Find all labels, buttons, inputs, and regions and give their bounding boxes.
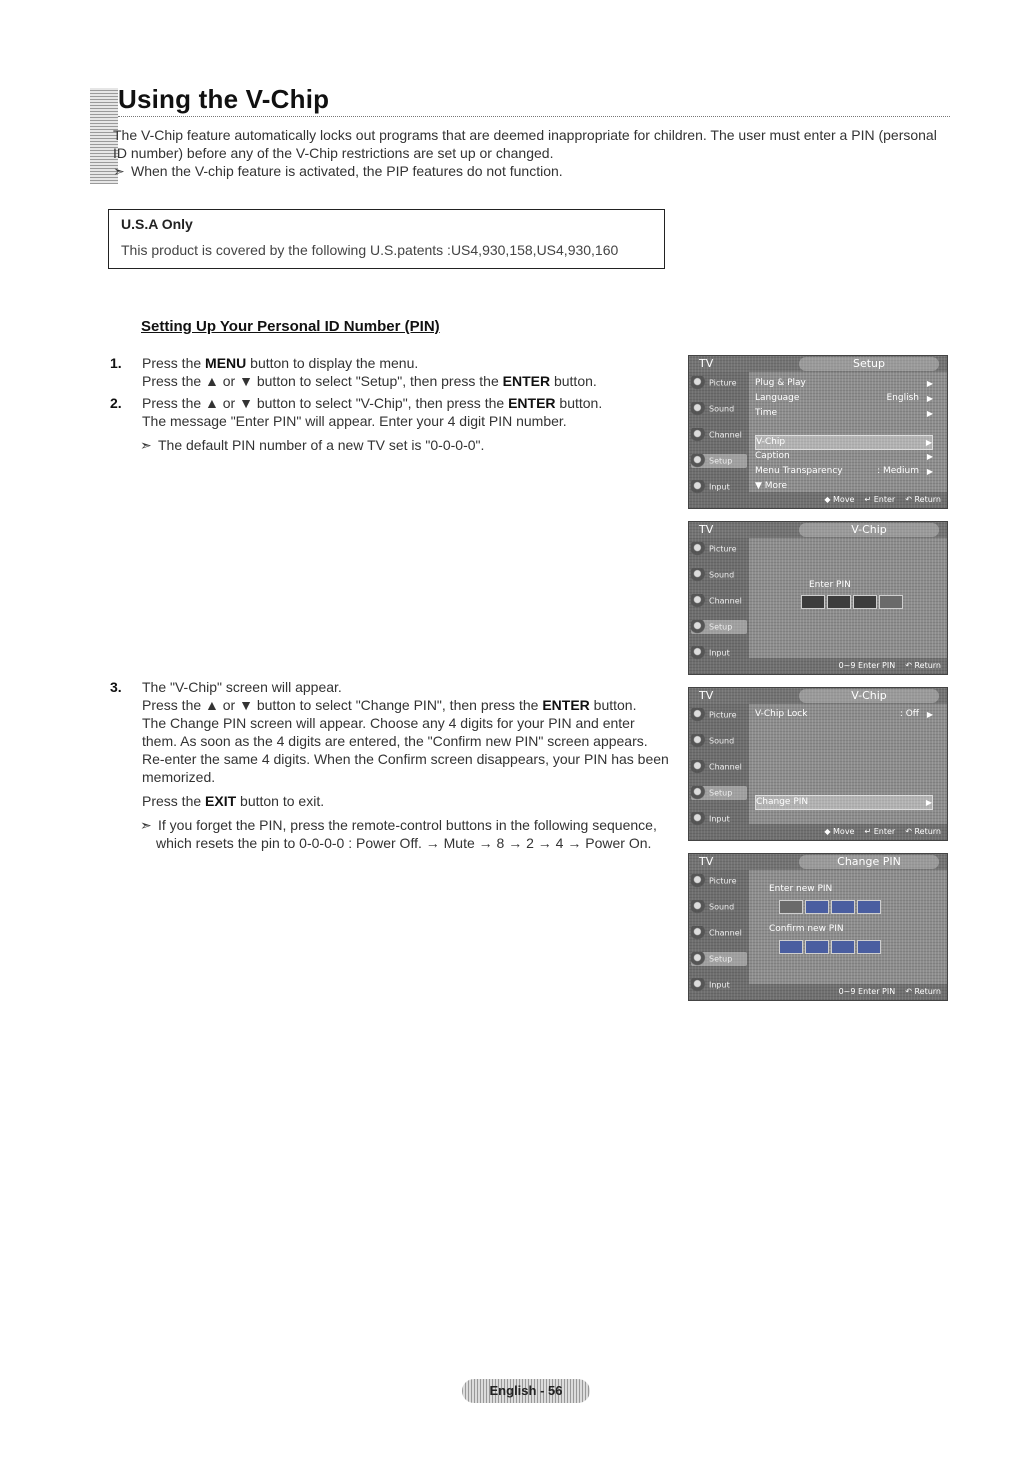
note-arrow-icon: ➣: [140, 437, 152, 453]
step-3-note: ➣ If you forget the PIN, press the remote-control buttons in the following sequence, which resets the pin to 0-0-0-0 : Power Off. → Mute → 8 → 2 → 4 → Power On.: [140, 817, 657, 851]
steps-3: [110, 678, 670, 856]
tv-sidebar-item-picture: Picture: [691, 376, 737, 390]
confirm-new-pin-label: Confirm new PIN: [769, 924, 844, 934]
step-3-line-3: The Change PIN screen will appear. Choose any 4 digits for your PIN and enter them. As soon as the 4 digits are entered, the "Confirm new PIN" screen appears. Re-enter the same 4 digits. When the Confirm screen disappears, your PIN has been memorized.: [142, 715, 669, 785]
tv-sidebar: [689, 372, 749, 508]
tv-footer: 0~9 Enter PIN ↶ Return: [749, 984, 947, 1000]
section-heading: Setting Up Your Personal ID Number (PIN): [141, 318, 440, 335]
channel-icon: [691, 594, 707, 608]
tv-header: [689, 522, 947, 538]
tv-sidebar: [689, 538, 749, 674]
sound-icon: [691, 900, 707, 914]
tv-sidebar-item-picture: Picture: [691, 542, 737, 556]
tv-sidebar-item-input: Input: [691, 978, 730, 992]
pin-digit-box: [857, 940, 881, 954]
tv-sidebar-item-setup: Setup: [691, 786, 747, 800]
tv-footer: ◆ Move ↵ Enter ↶ Return: [749, 824, 947, 840]
tv-sidebar-item-sound: Sound: [691, 402, 734, 416]
tv-screen-vchip: [688, 687, 948, 841]
tv-label: TV: [699, 855, 714, 868]
tv-menu-row-selected: V-Chip ▶: [755, 435, 933, 450]
step-3-line-4: Press the EXIT button to exit.: [142, 793, 325, 809]
picture-icon: [691, 708, 707, 722]
sound-icon: [691, 568, 707, 582]
tv-menu-row: V-Chip Lock : Off ▶: [755, 709, 933, 719]
note-arrow-icon: ➣: [140, 817, 152, 833]
intro-note-text: When the V-chip feature is activated, the PIP features do not function.: [131, 163, 563, 179]
tv-sidebar-item-picture: Picture: [691, 708, 737, 722]
pin-digit-box: [879, 595, 903, 609]
step-1-line-1: Press the MENU button to display the menu.: [142, 355, 419, 371]
notice-box-text: This product is covered by the following U.S.patents :US4,930,158,US4,930,160: [121, 242, 619, 258]
tv-sidebar-item-setup: Setup: [691, 454, 747, 468]
setup-icon: [691, 952, 707, 966]
enter-pin-label: Enter PIN: [809, 580, 851, 590]
tv-sidebar-item-sound: Sound: [691, 734, 734, 748]
pin-digit-box: [831, 900, 855, 914]
tv-sidebar-item-channel: Channel: [691, 428, 742, 442]
tv-sidebar-item-input: Input: [691, 812, 730, 826]
pin-digit-box: [779, 940, 803, 954]
tv-sidebar-item-sound: Sound: [691, 900, 734, 914]
tv-screen-title: V-Chip: [799, 689, 939, 703]
input-icon: [691, 646, 707, 660]
step-3-line-2: Press the ▲ or ▼ button to select "Change PIN", then press the ENTER button.: [142, 697, 637, 713]
notice-box: [108, 209, 665, 269]
tv-sidebar-item-input: Input: [691, 480, 730, 494]
input-icon: [691, 978, 707, 992]
tv-menu-row-selected: Change PIN ▶: [755, 795, 933, 810]
tv-sidebar-item-setup: Setup: [691, 952, 747, 966]
tv-screen-change-pin: [688, 853, 948, 1001]
pin-entry-boxes: [801, 595, 903, 609]
picture-icon: [691, 542, 707, 556]
tv-sidebar-item-channel: Channel: [691, 594, 742, 608]
pin-digit-box: [857, 900, 881, 914]
intro: [113, 126, 953, 180]
picture-icon: [691, 376, 707, 390]
input-icon: [691, 480, 707, 494]
tv-sidebar-item-channel: Channel: [691, 926, 742, 940]
tv-label: TV: [699, 523, 714, 536]
tv-screen-setup: [688, 355, 948, 509]
tv-menu-row: Time ▶: [755, 408, 933, 418]
notice-box-title: U.S.A Only: [121, 216, 193, 232]
tv-sidebar-item-setup: Setup: [691, 620, 747, 634]
tv-header: [689, 356, 947, 372]
setup-icon: [691, 454, 707, 468]
tv-menu-row: Plug & Play ▶: [755, 378, 933, 388]
step-number: 3.: [110, 679, 122, 695]
intro-note: [113, 162, 953, 180]
tv-screen-title: V-Chip: [799, 523, 939, 537]
step-2-line-2: The message "Enter PIN" will appear. Enter your 4 digit PIN number.: [142, 413, 567, 429]
page-title: Using the V-Chip: [118, 84, 330, 114]
pin-digit-box: [853, 595, 877, 609]
setup-icon: [691, 786, 707, 800]
channel-icon: [691, 428, 707, 442]
tv-screen-enter-pin: [688, 521, 948, 675]
tv-label: TV: [699, 357, 714, 370]
step-1: [110, 354, 670, 390]
step-2-note: ➣ The default PIN number of a new TV set is "0-0-0-0".: [140, 437, 485, 453]
pin-digit-box: [779, 900, 803, 914]
tv-sidebar-item-channel: Channel: [691, 760, 742, 774]
pin-digit-box: [805, 940, 829, 954]
step-1-line-2: Press the ▲ or ▼ button to select "Setup", then press the ENTER button.: [142, 373, 597, 389]
step-3-line-1: The "V-Chip" screen will appear.: [142, 679, 342, 695]
step-3: [110, 678, 670, 852]
tv-footer: 0~9 Enter PIN ↶ Return: [749, 658, 947, 674]
channel-icon: [691, 926, 707, 940]
confirm-pin-boxes: [779, 940, 881, 954]
step-2: [110, 394, 670, 454]
tv-footer: ◆ Move ↵ Enter ↶ Return: [749, 492, 947, 508]
pin-digit-box: [831, 940, 855, 954]
tv-screen-title: Setup: [799, 357, 939, 371]
input-icon: [691, 812, 707, 826]
step-number: 1.: [110, 355, 122, 371]
step-number: 2.: [110, 395, 122, 411]
tv-menu-row: ▼ More: [755, 481, 788, 491]
tv-menu-row: Caption ▶: [755, 451, 933, 461]
sound-icon: [691, 734, 707, 748]
tv-sidebar: [689, 704, 749, 840]
tv-menu-row: Menu Transparency : Medium ▶: [755, 466, 933, 476]
tv-sidebar-item-sound: Sound: [691, 568, 734, 582]
tv-label: TV: [699, 689, 714, 702]
tv-screen-title: Change PIN: [799, 855, 939, 869]
channel-icon: [691, 760, 707, 774]
picture-icon: [691, 874, 707, 888]
page-number-footer: English - 56: [462, 1379, 590, 1403]
note-arrow-icon: ➣: [113, 163, 125, 179]
tv-header: [689, 688, 947, 704]
tv-header: [689, 854, 947, 870]
tv-sidebar: [689, 870, 749, 1000]
pin-digit-box: [827, 595, 851, 609]
pin-digit-box: [801, 595, 825, 609]
setup-icon: [691, 620, 707, 634]
tv-sidebar-item-input: Input: [691, 646, 730, 660]
steps-1-2: [110, 354, 670, 458]
tv-sidebar-item-picture: Picture: [691, 874, 737, 888]
pin-digit-box: [805, 900, 829, 914]
new-pin-boxes: [779, 900, 881, 914]
sound-icon: [691, 402, 707, 416]
tv-menu-row: Language English ▶: [755, 393, 933, 403]
intro-text: The V-Chip feature automatically locks out programs that are deemed inappropriate for children. The user must enter a PIN (personal ID number) before any of the V-Chip restrictions are set up or changed.: [113, 127, 937, 161]
enter-new-pin-label: Enter new PIN: [769, 884, 833, 894]
title-divider: [118, 116, 950, 117]
step-2-line-1: Press the ▲ or ▼ button to select "V-Chip", then press the ENTER button.: [142, 395, 603, 411]
